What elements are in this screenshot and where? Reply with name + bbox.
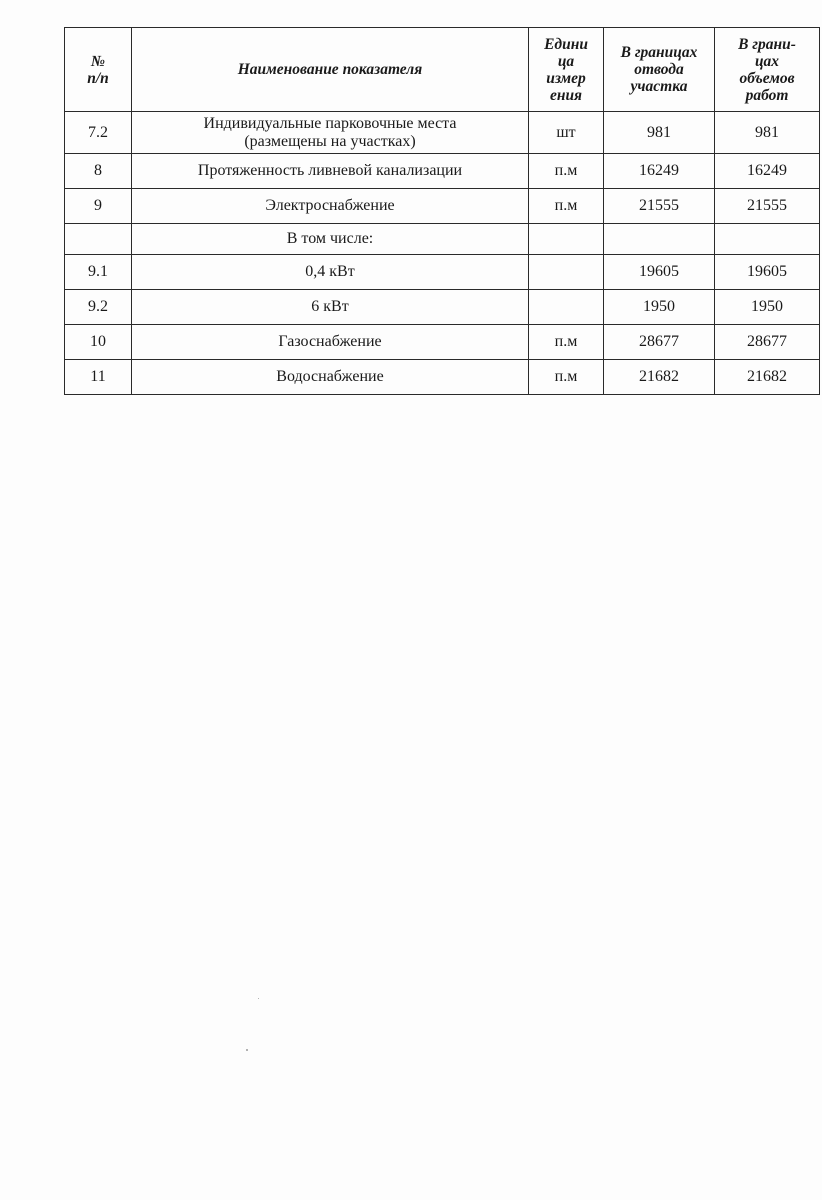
header-unit: Едини ца измер ения	[529, 28, 604, 112]
row-indicator-name: Водоснабжение	[132, 360, 529, 395]
row-within-works: 21555	[715, 189, 820, 224]
row-within-works: 21682	[715, 360, 820, 395]
row-within-lot: 981	[604, 112, 715, 154]
row-within-works: 1950	[715, 290, 820, 325]
table-row	[65, 112, 820, 154]
row-within-works: 28677	[715, 325, 820, 360]
row-unit	[529, 290, 604, 325]
row-within-lot: 1950	[604, 290, 715, 325]
row-number: 10	[65, 325, 132, 360]
row-unit	[529, 255, 604, 290]
row-within-lot: 16249	[604, 154, 715, 189]
row-number: 7.2	[65, 112, 132, 154]
table-row	[65, 255, 820, 290]
row-indicator-name: Протяженность ливневой канализации	[132, 154, 529, 189]
row-indicator-name: 0,4 кВт	[132, 255, 529, 290]
table-header-row	[65, 28, 820, 112]
table-row	[65, 325, 820, 360]
row-within-works: 19605	[715, 255, 820, 290]
row-unit: п.м	[529, 154, 604, 189]
row-unit: п.м	[529, 189, 604, 224]
row-within-works: 16249	[715, 154, 820, 189]
row-indicator-name: 6 кВт	[132, 290, 529, 325]
row-within-lot: 21682	[604, 360, 715, 395]
table-row	[65, 154, 820, 189]
row-unit: п.м	[529, 325, 604, 360]
row-within-works: 981	[715, 112, 820, 154]
row-within-lot: 19605	[604, 255, 715, 290]
indicators-table	[64, 27, 820, 395]
row-unit: шт	[529, 112, 604, 154]
table-row	[65, 290, 820, 325]
row-within-lot: 21555	[604, 189, 715, 224]
row-number	[65, 224, 132, 255]
table-row	[65, 189, 820, 224]
row-indicator-name: В том числе:	[132, 224, 529, 255]
row-indicator-name-line1: Индивидуальные парковочные места	[203, 114, 457, 132]
table-row	[65, 224, 820, 255]
row-indicator-name: Электроснабжение	[132, 189, 529, 224]
table-row	[65, 360, 820, 395]
row-number: 11	[65, 360, 132, 395]
row-number: 9	[65, 189, 132, 224]
row-indicator-name-line2: (размещены на участках)	[244, 132, 416, 150]
row-number: 9.2	[65, 290, 132, 325]
row-unit	[529, 224, 604, 255]
row-unit: п.м	[529, 360, 604, 395]
scan-speck	[258, 998, 259, 999]
row-number: 8	[65, 154, 132, 189]
scan-speck	[246, 1049, 248, 1051]
row-within-lot	[604, 224, 715, 255]
row-indicator-name: Газоснабжение	[132, 325, 529, 360]
header-within-works: В грани- цах объемов работ	[715, 28, 820, 112]
header-number: № п/п	[65, 28, 132, 112]
row-number: 9.1	[65, 255, 132, 290]
header-indicator-name: Наименование показателя	[132, 28, 529, 112]
row-within-works	[715, 224, 820, 255]
row-indicator-name	[132, 112, 529, 154]
header-within-lot: В границах отвода участка	[604, 28, 715, 112]
row-within-lot: 28677	[604, 325, 715, 360]
